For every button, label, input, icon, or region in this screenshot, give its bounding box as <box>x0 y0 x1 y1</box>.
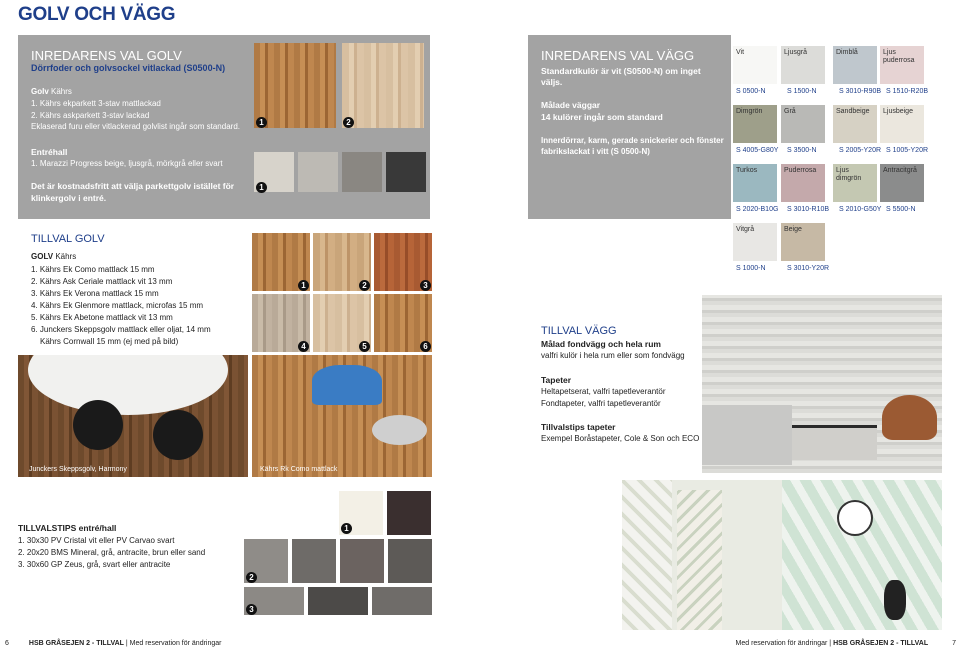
tillvalstips-heading <box>18 523 116 533</box>
tillval-golv-brand: Kährs <box>55 252 77 261</box>
tillval-golv-item: 5. Kährs Ek Abetone mattlack vit 13 mm <box>31 313 173 322</box>
color-code: S 2005-Y20R <box>839 147 882 154</box>
tile-dark <box>388 539 432 583</box>
entre-item: 1. Marazzi Progress beige, ljusgrå, mörkgrå eller svart <box>31 159 223 168</box>
roll-shape <box>677 490 722 630</box>
footer-right: Med reservation för ändringar | HSB GRÅSEJEN 2 - TILLVAL 7 <box>735 640 956 647</box>
color-code: S 0500-N <box>736 88 766 95</box>
tillval-vagg-subtext: valfri kulör i hela rum eller som fondvägg <box>541 351 685 360</box>
chair-shape <box>153 410 203 460</box>
tillval-golv-item: 6. Junckers Skeppsgolv mattlack eller oljat, 14 mm <box>31 325 211 334</box>
side-table-shape <box>372 415 427 445</box>
tillval-golv-bold: GOLV <box>31 252 54 261</box>
tile-grey-2 <box>292 539 336 583</box>
tile-zeus-black <box>308 587 368 615</box>
photo-kahrs <box>252 355 432 477</box>
golv-item-1: 1. Kährs ekparkett 3-stav mattlackad <box>31 99 161 108</box>
golv-item-3: Eklaserad furu eller vitlackerad golvlist ingår som standard. <box>31 122 240 131</box>
tillval-golv-heading: TILLVAL GOLV <box>31 233 105 245</box>
color-code: S 4005-G80Y <box>736 147 779 154</box>
color-swatch: Ljusbeige <box>880 105 924 143</box>
tillvalstips-item: 3. 30x60 GP Zeus, grå, svart eller antracite <box>18 560 171 569</box>
golv-label: Golv <box>31 87 49 96</box>
color-swatch: Dimblå <box>833 46 877 84</box>
tile-black <box>386 152 426 192</box>
number-badge: 2 <box>343 117 354 128</box>
tillvalstips-bold: TILLVALSTIPS <box>18 523 77 533</box>
tillval-vagg-sub: Målad fondvägg och hela rum <box>541 339 661 349</box>
caption-left-photo: Junckers Skeppsgolv, Harmony <box>29 466 127 473</box>
vagg-box-heading: INREDARENS VAL VÄGG <box>541 48 695 63</box>
photo-junckers <box>18 355 248 477</box>
tillval-golv-item: 1. Kährs Ek Como mattlack 15 mm <box>31 265 155 274</box>
color-code: S 1500-N <box>787 88 817 95</box>
clock-shape <box>837 500 873 536</box>
tillval-golv-item: Kährs Cornwall 15 mm (ej med på bild) <box>40 337 179 346</box>
tile-light-grey <box>298 152 338 192</box>
tillval-golv-item: 4. Kährs Ek Glenmore mattlack, microfas 15 mm <box>31 301 204 310</box>
color-swatch: Vit <box>733 46 777 84</box>
photo-wallpaper-room <box>702 295 942 473</box>
tapeter-line-1: Heltapetserat, valfri tapetleverantör <box>541 387 666 396</box>
tile-brown <box>340 539 384 583</box>
photo-wallpaper-rolls <box>622 480 942 630</box>
footer-left: 6 HSB GRÅSEJEN 2 - TILLVAL | Med reservation för ändringar <box>5 640 222 647</box>
tile-black-1 <box>387 491 431 535</box>
armchair-shape <box>882 395 937 440</box>
number-badge: 1 <box>298 280 309 291</box>
color-swatch: Ljus puderrosa <box>880 46 924 84</box>
number-badge: 1 <box>256 117 267 128</box>
tillvalstips-item: 1. 30x30 PV Cristal vit eller PV Carvao svart <box>18 536 175 545</box>
color-swatch: Vitgrå <box>733 223 777 261</box>
number-badge: 4 <box>298 341 309 352</box>
vagg-box-sub: Standardkulör är vit (S0500-N) om inget väljs. <box>541 66 701 88</box>
color-swatch: Grå <box>781 105 825 143</box>
vase-shape <box>884 580 906 620</box>
doors-text: Innerdörrar, karm, gerade snickerier och fönster fabrikslackat i vitt (S 0500-N) <box>541 136 724 156</box>
footer-left-bold: HSB GRÅSEJEN 2 - TILLVAL <box>28 640 124 647</box>
footer-right-rest: Med reservation för ändringar <box>735 640 828 647</box>
color-code: S 2010-G50Y <box>839 206 882 213</box>
tillvalstips-list <box>18 535 205 571</box>
color-code: S 3010-R90B <box>839 88 882 95</box>
entre-label: Entréhall <box>31 147 68 157</box>
golv-box-label <box>31 87 72 96</box>
footer-page-right: 7 <box>952 640 956 647</box>
footer-right-bold: HSB GRÅSEJEN 2 - TILLVAL <box>833 640 929 647</box>
color-code: S 3010-Y20R <box>787 265 830 272</box>
color-code: S 1000-N <box>736 265 766 272</box>
tillval-golv-item: 2. Kährs Ask Ceriale mattlack vit 13 mm <box>31 277 173 286</box>
tillvalstips-item: 2. 20x20 BMS Mineral, grå, antracite, brun eller sand <box>18 548 206 557</box>
number-badge: 6 <box>420 341 431 352</box>
tillval-golv-list <box>31 264 211 348</box>
tips-title: Tillvalstips tapeter <box>541 422 616 432</box>
footer-page-left: 6 <box>5 640 9 647</box>
coffee-table-shape <box>792 425 877 460</box>
parquet-ask-sample <box>342 43 424 128</box>
footer-left-rest: Med reservation för ändringar <box>129 640 222 647</box>
number-badge: 5 <box>359 341 370 352</box>
number-badge: 1 <box>256 182 267 193</box>
golv-note: Det är kostnadsfritt att välja parkettgolv istället för klinkergolv i entré. <box>31 181 235 203</box>
tile-dark-grey <box>342 152 382 192</box>
tile-zeus-anthracite <box>372 587 432 615</box>
color-swatch: Turkos <box>733 164 777 202</box>
number-badge: 3 <box>246 604 257 615</box>
golv-item-2: 2. Kährs askparkett 3-stav lackad <box>31 111 150 120</box>
tillval-vagg-heading: TILLVAL VÄGG <box>541 325 617 337</box>
malade-sub: 14 kulörer ingår som standard <box>541 112 663 122</box>
page-title: GOLV OCH VÄGG <box>18 4 176 25</box>
tapeter-line-2: Fondtapeter, valfri tapetleverantör <box>541 399 661 408</box>
caption-right-photo: Kährs Rk Como mattlack <box>260 466 338 473</box>
color-code: S 1005-Y20R <box>886 147 929 154</box>
tapeter-title: Tapeter <box>541 375 572 385</box>
number-badge: 2 <box>246 572 257 583</box>
tillval-golv-item: 3. Kährs Ek Verona mattlack 15 mm <box>31 289 159 298</box>
color-swatch: Dimgrön <box>733 105 777 143</box>
chair-shape <box>73 400 123 450</box>
roll-shape <box>622 480 672 630</box>
color-swatch: Ljus dimgrön <box>833 164 877 202</box>
sofa-shape <box>702 405 792 465</box>
color-code: S 1510-R20B <box>886 88 929 95</box>
golv-brand: Kährs <box>51 87 72 96</box>
color-code: S 5500-N <box>886 206 916 213</box>
number-badge: 3 <box>420 280 431 291</box>
tillvalstips-rest: entré/hall <box>78 523 117 533</box>
color-swatch: Sandbeige <box>833 105 877 143</box>
number-badge: 1 <box>341 523 352 534</box>
tillval-golv-label <box>31 252 76 261</box>
tips-text: Exempel Boråstapeter, Cole & Son och ECO <box>541 434 700 443</box>
color-code: S 3500-N <box>787 147 817 154</box>
chair-blue-shape <box>312 365 382 405</box>
table-shape <box>28 355 228 415</box>
color-swatch: Puderrosa <box>781 164 825 202</box>
golv-box-heading: INREDARENS VAL GOLV <box>31 48 182 63</box>
color-swatch: Antracitgrå <box>880 164 924 202</box>
color-code: S 3010-R10B <box>787 206 830 213</box>
color-swatch: Ljusgrå <box>781 46 825 84</box>
color-swatch: Beige <box>781 223 825 261</box>
number-badge: 2 <box>359 280 370 291</box>
color-code: S 2020-B10G <box>736 206 779 213</box>
parquet-ek-sample <box>254 43 336 128</box>
golv-box-sub: Dörrfoder och golvsockel vitlackad (S0500-N) <box>31 63 226 73</box>
malade-title: Målade väggar <box>541 100 601 110</box>
